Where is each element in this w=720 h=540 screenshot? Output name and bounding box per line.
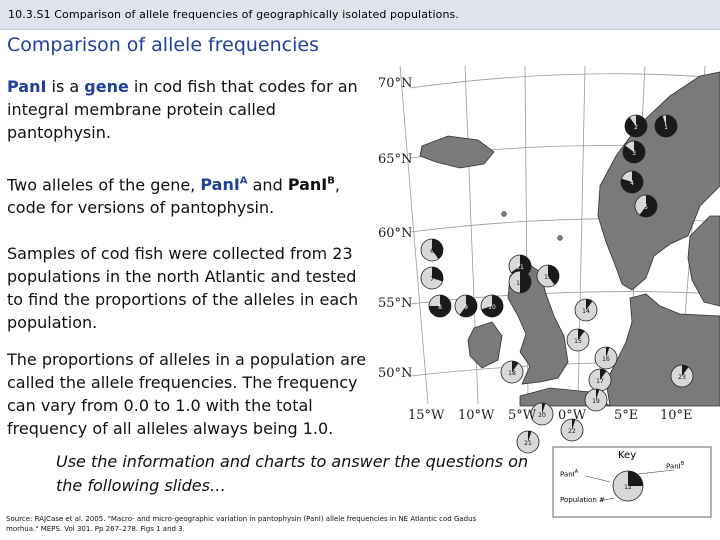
population-pie-12-label: 12 xyxy=(516,280,524,287)
population-pie-1-label: 1 xyxy=(664,124,668,131)
population-pie-13-label: 13 xyxy=(544,274,552,281)
key-population-label: Population # xyxy=(560,496,605,504)
population-pie-22-label: 22 xyxy=(568,428,576,435)
population-pie-19-label: 19 xyxy=(592,398,600,405)
population-pie-2 xyxy=(625,115,647,137)
population-pie-11-label: 11 xyxy=(516,264,524,271)
key-allele-a: PanI$^A$ xyxy=(560,469,579,479)
lat-label-50: 50°N xyxy=(378,366,413,381)
lon-label-5w: 5°W xyxy=(508,408,537,423)
lon-label-15w: 15°W xyxy=(408,408,445,423)
slide-title: 10.3.S1 Comparison of allele frequencies of geographically isolated populations. xyxy=(8,8,459,21)
lon-label-10e: 10°E xyxy=(660,408,693,423)
lon-label-10w: 10°W xyxy=(458,408,495,423)
population-pie-6-label: 6 xyxy=(430,248,434,255)
key-pie-chart-label: 12 xyxy=(624,484,632,491)
population-pie-15-label: 15 xyxy=(574,338,582,345)
population-pie-9-label: 9 xyxy=(464,304,468,311)
allele-b-term: PanI$^B$ xyxy=(287,175,335,195)
population-pie-6 xyxy=(421,239,443,261)
population-pie-21 xyxy=(517,431,539,453)
lat-label-70: 70°N xyxy=(378,76,413,91)
key-title: Key xyxy=(618,450,637,461)
gene-term: gene xyxy=(84,77,129,96)
lat-label-60: 60°N xyxy=(378,226,413,241)
population-pie-7-label: 7 xyxy=(430,276,434,283)
p1-is-a: is a xyxy=(46,77,85,96)
lat-label-55: 55°N xyxy=(378,296,413,311)
population-pie-16 xyxy=(595,347,617,369)
p1-rest: in cod fish that codes for an integral membrane protein called pantophysin. xyxy=(7,77,358,142)
allele-a-term: PanI$^A$ xyxy=(200,175,248,195)
map-graphic xyxy=(370,66,720,447)
population-pie-21-label: 21 xyxy=(524,440,532,447)
population-pie-12 xyxy=(509,271,531,293)
population-pie-17-label: 17 xyxy=(596,378,604,385)
population-pie-10-label: 10 xyxy=(488,304,496,311)
p2-c: , code for versions of pantophysin. xyxy=(7,175,340,218)
paragraph-alleles xyxy=(7,170,367,219)
page-heading: Comparison of allele frequencies xyxy=(7,34,319,56)
key-pie-chart xyxy=(613,471,643,501)
population-pie-15 xyxy=(567,329,589,351)
pani-term: PanI xyxy=(7,77,47,96)
source-citation: Source: RAJCase et al. 2005. "Macro- and micro-geographic variation in pantophysin (PanI) allele frequencies in NE Atlantic cod Gadus morhua." MEPS. Vol 301. Pp 267–278. Figs 1 and 3. xyxy=(6,515,477,533)
population-pie-8-label: 8 xyxy=(438,304,442,311)
population-pie-1 xyxy=(655,115,677,137)
population-pie-18 xyxy=(501,361,523,383)
key-example-pie xyxy=(613,471,643,501)
population-pie-5 xyxy=(635,195,657,217)
paragraph-frequencies: The proportions of alleles in a population are called the allele frequencies. The frequency can vary from 0.0 to 1.0 with the total frequency of all alleles always being 1.0. xyxy=(7,350,367,438)
population-pie-3-label: 3 xyxy=(632,150,636,157)
key-allele-b: PanI$^B$ xyxy=(666,461,685,471)
population-pie-20-label: 20 xyxy=(538,412,546,419)
legend-key xyxy=(552,446,712,518)
population-pie-4 xyxy=(621,171,643,193)
lat-label-65: 65°N xyxy=(378,152,413,167)
population-pie-7 xyxy=(421,267,443,289)
population-pie-14 xyxy=(575,299,597,321)
population-pie-16-label: 16 xyxy=(602,356,610,363)
slide-title-bar xyxy=(0,0,720,30)
population-pie-3 xyxy=(623,141,645,163)
population-pie-18-label: 18 xyxy=(508,370,516,377)
population-pie-8 xyxy=(429,295,451,317)
population-pie-17 xyxy=(589,369,611,391)
population-pie-5-label: 5 xyxy=(644,204,648,211)
lon-label-5e: 5°E xyxy=(614,408,639,423)
lon-label-0w: 0°W xyxy=(558,408,587,423)
population-pie-13 xyxy=(537,265,559,287)
population-pie-10 xyxy=(481,295,503,317)
instruction-text: Use the information and charts to answer the questions on the following slides… xyxy=(56,452,529,495)
paragraph-pani xyxy=(7,75,367,144)
population-pie-19 xyxy=(585,389,607,411)
population-pie-23-label: 23 xyxy=(678,374,686,381)
paragraph-samples: Samples of cod fish were collected from 23 populations in the north Atlantic and tested to find the proportions of the alleles in each population. xyxy=(7,244,359,332)
population-pie-14-label: 14 xyxy=(582,308,590,315)
p2-b: and xyxy=(247,175,288,195)
p2-a: Two alleles of the gene, xyxy=(7,175,201,195)
population-pie-23 xyxy=(671,365,693,387)
cod-population-map xyxy=(370,66,720,447)
population-pie-4-label: 4 xyxy=(630,180,634,187)
population-pie-9 xyxy=(455,295,477,317)
population-pie-2-label: 2 xyxy=(634,124,638,131)
